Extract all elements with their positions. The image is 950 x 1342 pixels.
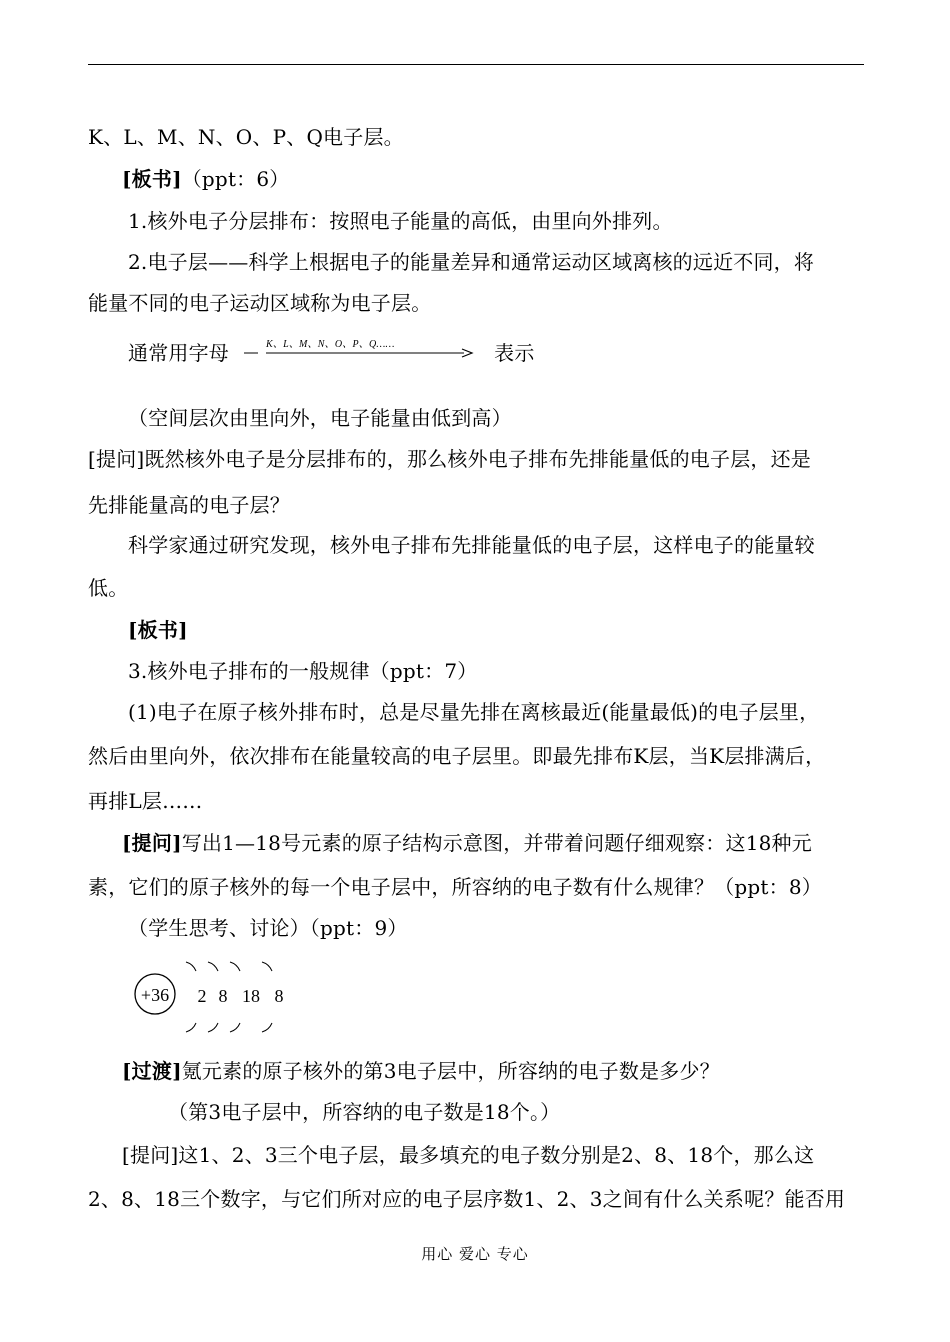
text-line: （空间层次由里向外，电子能量由低到高） xyxy=(128,406,512,430)
text-line: 3.核外电子排布的一般规律（ppt：7） xyxy=(128,659,478,683)
board-ppt: （ppt：6） xyxy=(181,167,290,191)
board-line-2 xyxy=(128,616,188,644)
seq-suffix: 表示 xyxy=(494,341,535,365)
text-line: 2.电子层——科学上根据电子的能量差异和通常运动区域离核的远近不同，将 xyxy=(128,250,815,274)
text-line: 科学家通过研究发现，核外电子排布先排能量低的电子层，这样电子的能量较 xyxy=(128,533,815,557)
board-tag: [板书] xyxy=(122,167,182,191)
text-line: 再排L层…… xyxy=(88,789,203,813)
text-line: [提问]这1、2、3三个电子层，最多填充的电子数分别是2、8、18个，那么这 xyxy=(122,1143,815,1167)
board-tag: [板书] xyxy=(128,618,188,642)
shell-count: 8 xyxy=(274,986,284,1006)
text-line: (1)电子在原子核外排布时，总是尽量先排在离核最近(能量最低)的电子层里， xyxy=(128,700,820,724)
text-line: 低。 xyxy=(88,576,129,600)
letter-sequence-line xyxy=(128,338,535,371)
ask-tag: [提问] xyxy=(122,831,182,855)
shell-count: 2 xyxy=(197,986,207,1006)
text-line: [提问]既然核外电子是分层排布的，那么核外电子排布先排能量低的电子层，还是 xyxy=(88,447,812,471)
transition-tag: [过渡] xyxy=(122,1059,182,1083)
text-line: 素，它们的原子核外的每一个电子层中，所容纳的电子数有什么规律？（ppt：8） xyxy=(88,875,822,899)
text-line: 2、8、18三个数字，与它们所对应的电子层序数1、2、3之间有什么关系呢？能否用 xyxy=(88,1187,846,1211)
atomic-structure-diagram xyxy=(130,960,290,1040)
seq-letters: K、L、M、N、O、P、Q…… xyxy=(265,339,395,350)
text-line: （第3电子层中，所容纳的电子数是18个。） xyxy=(168,1100,561,1124)
transition-line xyxy=(122,1057,720,1085)
board-line-1 xyxy=(122,165,290,193)
shell-count: 18 xyxy=(242,986,260,1006)
nucleus-charge: +36 xyxy=(140,985,170,1005)
text-line: （学生思考、讨论）（ppt：9） xyxy=(128,916,408,940)
text-line: 能量不同的电子运动区域称为电子层。 xyxy=(88,291,432,315)
text-line: 1.核外电子分层排布：按照电子能量的高低，由里向外排列。 xyxy=(128,209,673,233)
ask-text: 写出1—18号元素的原子结构示意图，并带着问题仔细观察：这18种元 xyxy=(181,831,812,855)
text-line: 先排能量高的电子层？ xyxy=(88,493,290,517)
shell-count: 8 xyxy=(218,986,228,1006)
header-rule xyxy=(88,64,864,65)
text-line: 然后由里向外，依次排布在能量较高的电子层里。即最先排布K层，当K层排满后， xyxy=(88,744,826,768)
page-footer: 用心 爱心 专心 xyxy=(421,1245,529,1263)
ask-line xyxy=(122,829,812,857)
seq-arrow-diagram xyxy=(236,338,488,371)
seq-prefix: 通常用字母 xyxy=(128,341,229,365)
text-line: K、L、M、N、O、P、Q电子层。 xyxy=(88,125,404,149)
transition-text: 氪元素的原子核外的第3电子层中，所容纳的电子数是多少？ xyxy=(181,1059,720,1083)
